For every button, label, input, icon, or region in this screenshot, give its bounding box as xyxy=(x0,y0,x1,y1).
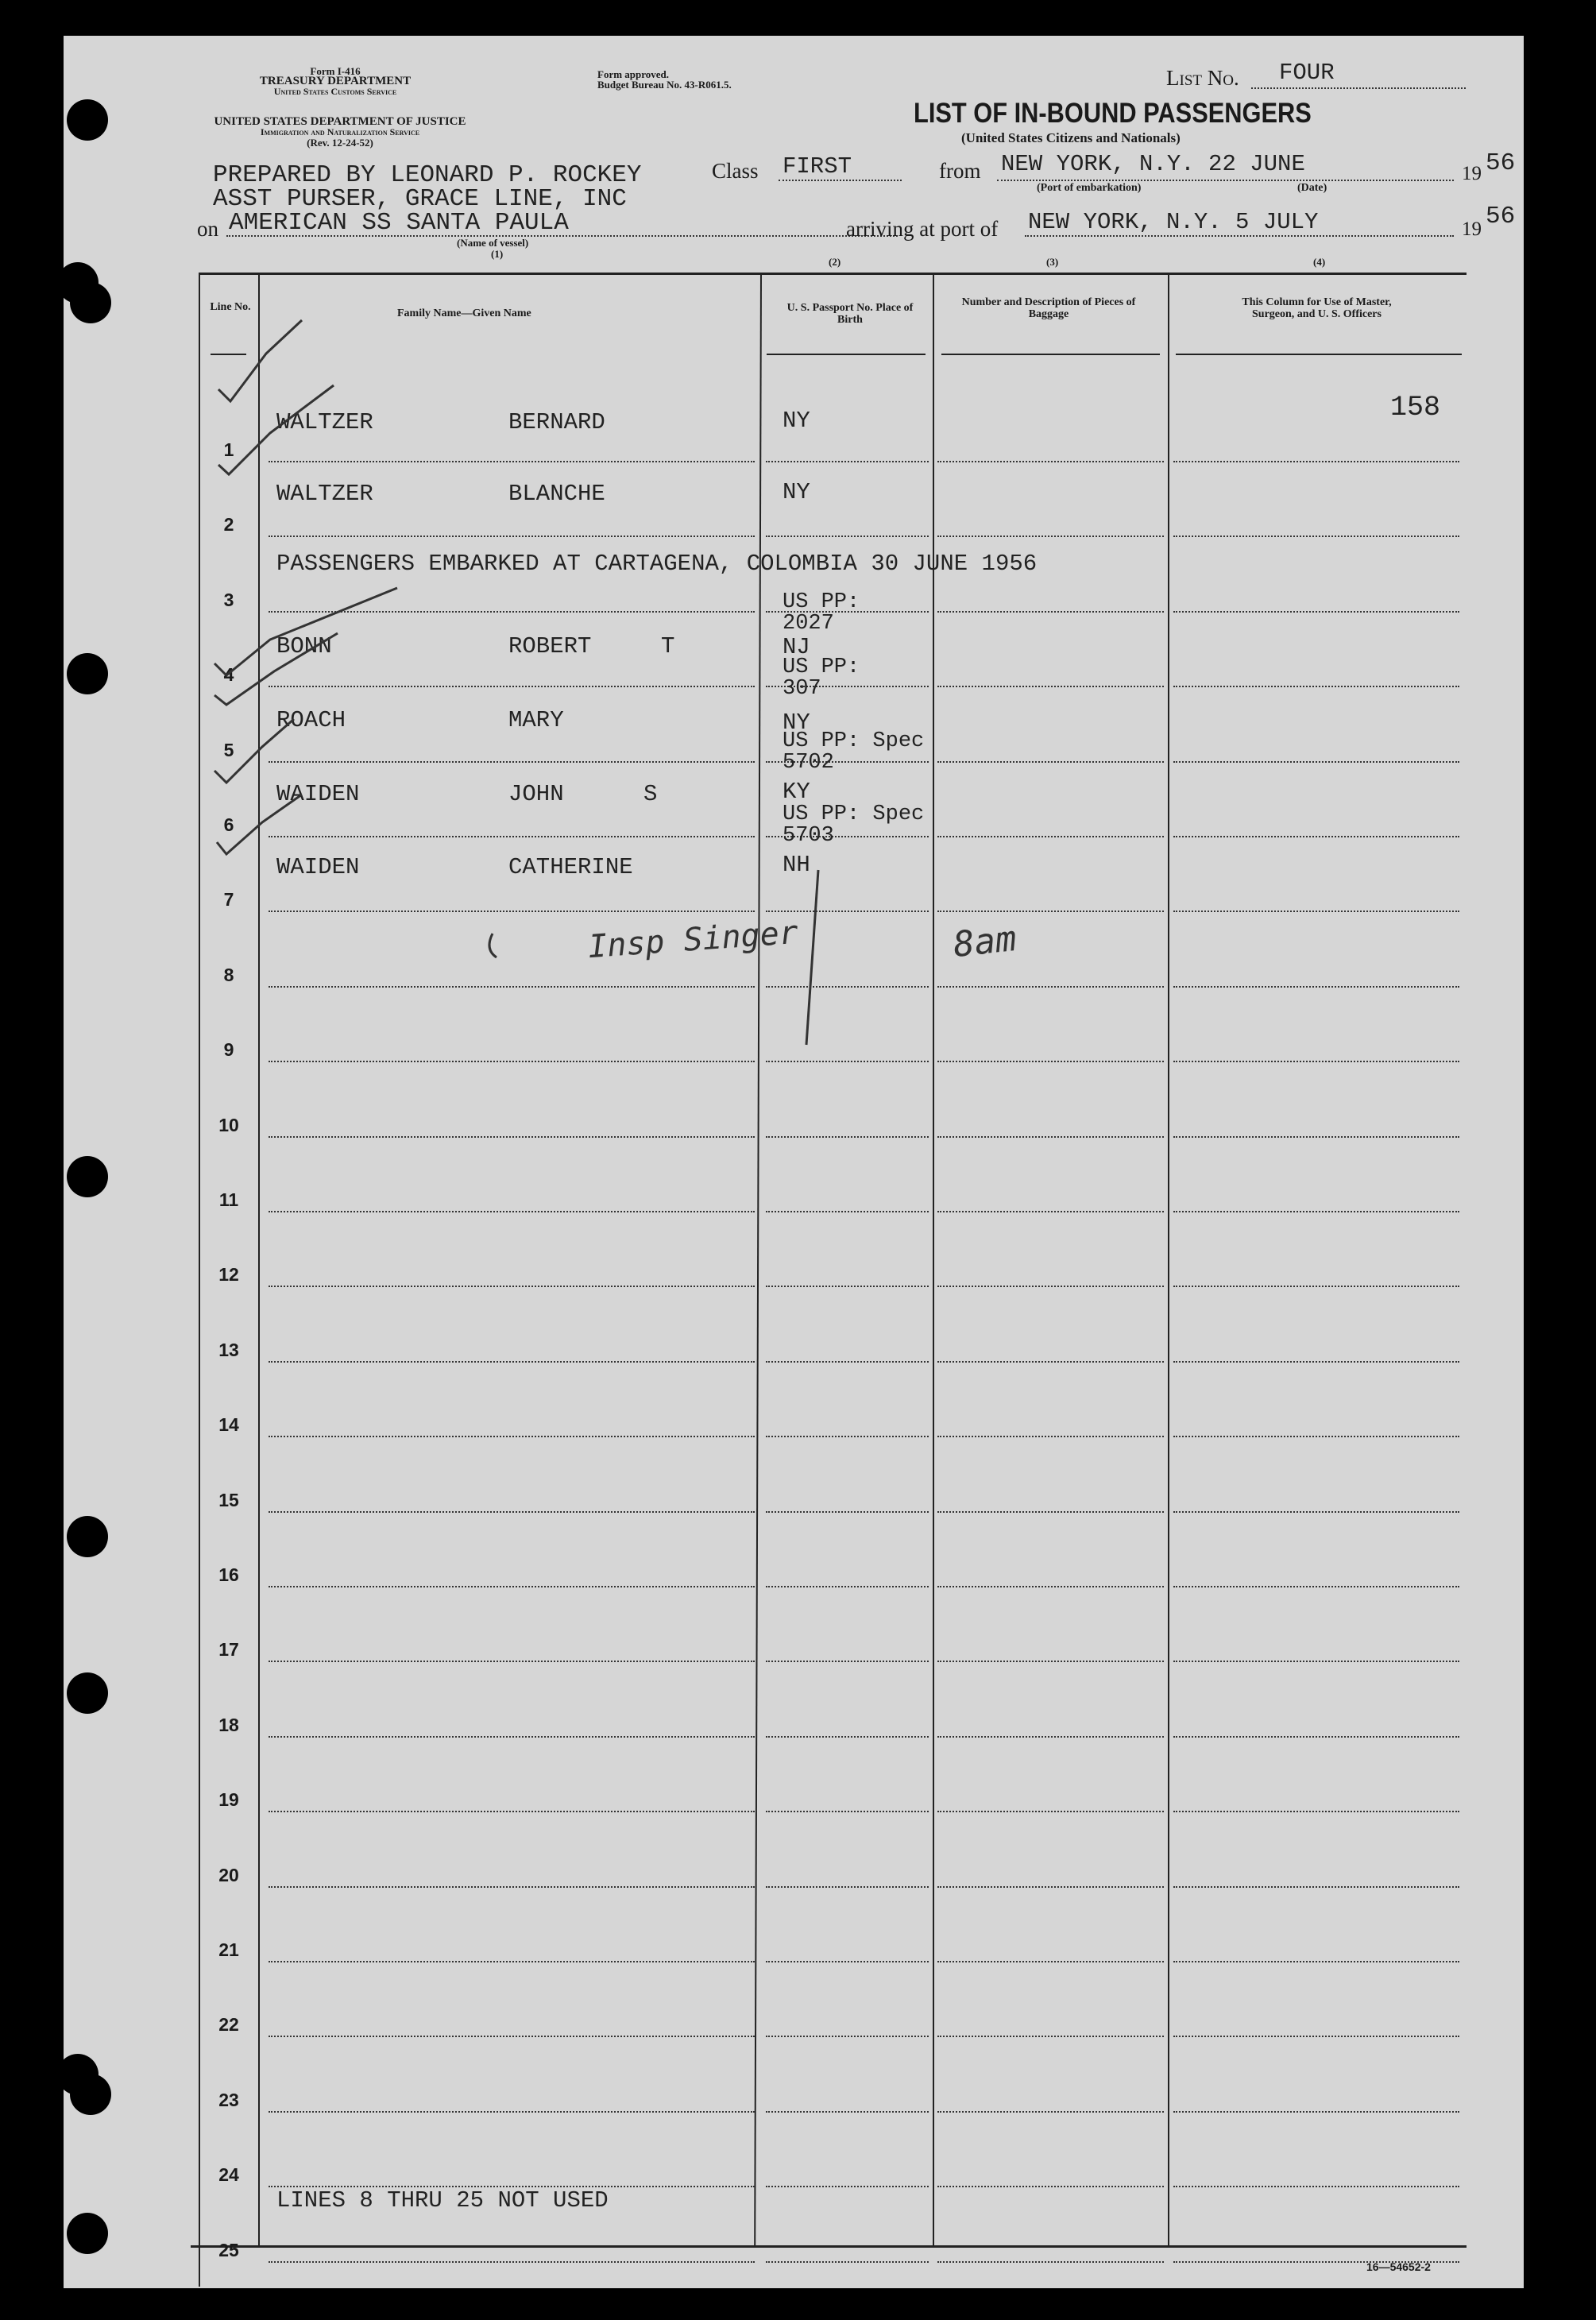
line-number: 2 xyxy=(223,514,234,536)
line-number: 22 xyxy=(218,2014,239,2036)
line25-note: LINES 8 THRU 25 NOT USED xyxy=(276,2187,609,2214)
row-dotted-line xyxy=(269,1961,755,1962)
check-mark xyxy=(214,588,397,675)
given-name-4: ROBERT xyxy=(508,633,592,659)
pob-1: NY xyxy=(783,408,810,434)
row-dotted-line xyxy=(937,1061,1164,1062)
pob-2: NY xyxy=(783,479,810,505)
binder-hole xyxy=(67,99,108,141)
line-number: 5 xyxy=(223,739,234,760)
row-dotted-line xyxy=(937,611,1164,613)
pen-stroke xyxy=(489,934,497,957)
row-dotted-line xyxy=(269,1436,755,1437)
table-left-border xyxy=(199,273,200,2287)
row-dotted-line xyxy=(1173,2186,1459,2187)
row-dotted-line xyxy=(1173,1811,1459,1812)
row-dotted-line xyxy=(1173,1286,1459,1287)
approval-block xyxy=(597,69,732,90)
row-dotted-line xyxy=(937,1511,1164,1513)
row-dotted-line xyxy=(269,1886,755,1888)
row-dotted-line xyxy=(269,686,755,687)
row-dotted-line xyxy=(269,1511,755,1513)
list-no-value: FOUR xyxy=(1279,60,1335,86)
family-name-2: WALTZER xyxy=(276,481,373,507)
check-mark xyxy=(218,320,302,401)
row-dotted-line xyxy=(269,986,755,988)
line-number: 23 xyxy=(218,2089,239,2110)
row-dotted-line xyxy=(1173,611,1459,613)
row-dotted-line xyxy=(1173,1586,1459,1587)
row-dotted-line xyxy=(766,1136,929,1138)
footer-code: 16—54652-2 xyxy=(1366,2260,1431,2273)
row-dotted-line xyxy=(766,1586,929,1587)
binder-hole xyxy=(67,2213,108,2254)
budget-bureau: Budget Bureau No. 43-R061.5. xyxy=(597,79,732,91)
row-dotted-line xyxy=(937,1436,1164,1437)
row-dotted-line xyxy=(766,2186,929,2187)
passport-label-4: US PP: xyxy=(783,590,860,614)
row-dotted-line xyxy=(269,461,755,462)
row-dotted-line xyxy=(766,1811,929,1812)
family-name-7: WAIDEN xyxy=(276,854,360,880)
row-dotted-line xyxy=(269,1811,755,1812)
given-name-1: BERNARD xyxy=(508,409,605,435)
table-top-border xyxy=(199,273,1467,275)
line3-note: PASSENGERS EMBARKED AT CARTAGENA, COLOMBIA 30 JUNE 1956 xyxy=(276,551,1038,577)
col-divider-line xyxy=(258,273,260,2245)
prepared-title: ASST PURSER, GRACE LINE, INC xyxy=(213,185,627,213)
row-dotted-line xyxy=(269,1361,755,1363)
row-dotted-line xyxy=(269,1061,755,1062)
form-subtitle: (United States Citizens and Nationals) xyxy=(961,130,1181,145)
customs-service: United States Customs Service xyxy=(273,86,397,97)
row-dotted-line xyxy=(1173,536,1459,537)
line-number: 13 xyxy=(218,1339,239,1360)
form-title: LIST OF IN-BOUND PASSENGERS xyxy=(914,98,1312,129)
pob-4: NJ xyxy=(783,634,810,660)
row-dotted-line xyxy=(937,1886,1164,1888)
year-1: 56 xyxy=(1486,149,1516,177)
list-no-label: List No. xyxy=(1166,66,1239,90)
year-prefix-2: 19 xyxy=(1462,218,1482,240)
given-name-5: MARY xyxy=(508,707,564,733)
family-name-6: WAIDEN xyxy=(276,781,360,807)
row-dotted-line xyxy=(766,1361,929,1363)
form-approved: Form approved. xyxy=(597,68,670,80)
binder-hole xyxy=(67,1516,108,1557)
row-dotted-line xyxy=(1173,1436,1459,1437)
row-dotted-line xyxy=(766,1511,929,1513)
signature-inspector: Insp Singer xyxy=(586,914,800,966)
row-dotted-line xyxy=(766,1736,929,1738)
passport-7: US PP: Spec 5703 xyxy=(783,802,925,848)
middle-initial-6: S xyxy=(643,781,658,807)
line-number: 9 xyxy=(223,1039,234,1061)
passport-number-4: 2027 xyxy=(783,612,834,636)
row-dotted-line xyxy=(766,1211,929,1212)
binder-hole xyxy=(67,1156,108,1197)
treasury-dept: TREASURY DEPARTMENT xyxy=(259,75,412,87)
row-dotted-line xyxy=(1173,1736,1459,1738)
row-dotted-line xyxy=(1173,986,1459,988)
header-officers: This Column for Use of Master, Surgeon, and U. S. Officers xyxy=(1242,296,1392,320)
line-number: 18 xyxy=(218,1714,239,1735)
row-dotted-line xyxy=(937,1211,1164,1212)
class-value: FIRST xyxy=(783,153,852,180)
col-num-2: (2) xyxy=(829,256,841,268)
from-label: from xyxy=(939,159,981,183)
line-number: 11 xyxy=(218,1189,239,1210)
header-underline xyxy=(767,354,926,355)
row-dotted-line xyxy=(269,836,755,837)
line-number: 1 xyxy=(223,439,234,460)
line-number: 19 xyxy=(218,1789,239,1811)
list-no-line xyxy=(1251,87,1466,89)
col-num-3: (3) xyxy=(1046,256,1059,268)
row-dotted-line xyxy=(937,836,1164,837)
arriving-value: NEW YORK, N.Y. 5 JULY xyxy=(1028,209,1319,235)
row-dotted-line xyxy=(766,2036,929,2037)
row-dotted-line xyxy=(1173,461,1459,462)
row-dotted-line xyxy=(1173,686,1459,687)
row-dotted-line xyxy=(766,1436,929,1437)
family-name-5: ROACH xyxy=(276,707,346,733)
pob-7: NH xyxy=(783,852,810,878)
port-emb-caption: (Port of embarkation) xyxy=(1037,182,1142,194)
header-baggage: Number and Description of Pieces of Baggage xyxy=(961,296,1136,320)
row-dotted-line xyxy=(1173,836,1459,837)
form-number-block xyxy=(240,66,431,97)
from-line xyxy=(997,180,1454,181)
row-dotted-line xyxy=(937,1586,1164,1587)
doj-block xyxy=(197,117,483,148)
line-number: 15 xyxy=(218,1489,239,1510)
row-dotted-line xyxy=(937,2036,1164,2037)
row-dotted-line xyxy=(1173,1961,1459,1962)
line-number: 10 xyxy=(218,1114,239,1135)
on-label: on xyxy=(197,217,218,241)
vessel-caption: (Name of vessel) xyxy=(457,237,529,249)
row-dotted-line xyxy=(766,2261,929,2263)
pob-5: NY xyxy=(783,710,810,736)
vessel-name: AMERICAN SS SANTA PAULA xyxy=(229,209,569,237)
row-dotted-line xyxy=(766,911,929,912)
row-dotted-line xyxy=(937,1286,1164,1287)
header-underline xyxy=(941,354,1160,355)
row-dotted-line xyxy=(1173,1661,1459,1662)
row-dotted-line xyxy=(766,461,929,462)
row-dotted-line xyxy=(269,761,755,763)
row-dotted-line xyxy=(937,911,1164,912)
binder-hole xyxy=(70,2074,111,2115)
row-dotted-line xyxy=(1173,1511,1459,1513)
col-num-4: (4) xyxy=(1313,256,1326,268)
row-dotted-line xyxy=(937,1361,1164,1363)
passport-4 xyxy=(783,592,860,635)
col-num-1: (1) xyxy=(491,248,504,260)
row-dotted-line xyxy=(937,686,1164,687)
row-dotted-line xyxy=(1173,911,1459,912)
line-number: 24 xyxy=(218,2164,239,2186)
row-dotted-line xyxy=(937,1136,1164,1138)
arriving-label: arriving at port of xyxy=(846,217,999,241)
line-number: 4 xyxy=(223,664,234,686)
line-number: 21 xyxy=(218,1939,239,1960)
row-dotted-line xyxy=(766,1286,929,1287)
row-dotted-line xyxy=(766,1061,929,1062)
row-dotted-line xyxy=(1173,2111,1459,2113)
row-dotted-line xyxy=(1173,1886,1459,1888)
line-number: 14 xyxy=(218,1414,239,1436)
header-passport: U. S. Passport No. Place of Birth xyxy=(786,302,914,326)
row-dotted-line xyxy=(937,1811,1164,1812)
row-dotted-line xyxy=(269,1211,755,1212)
row-dotted-line xyxy=(766,986,929,988)
row-dotted-line xyxy=(937,2111,1164,2113)
row-dotted-line xyxy=(937,536,1164,537)
given-name-6: JOHN xyxy=(508,781,564,807)
row-dotted-line xyxy=(1173,761,1459,763)
form-page xyxy=(64,36,1524,2288)
header-name: Family Name—Given Name xyxy=(397,307,531,319)
row-dotted-line xyxy=(937,986,1164,988)
line-number: 8 xyxy=(223,964,234,985)
row-dotted-line xyxy=(766,2111,929,2113)
row-dotted-line xyxy=(937,2186,1164,2187)
row-dotted-line xyxy=(937,1961,1164,1962)
line-number: 12 xyxy=(218,1264,239,1286)
row-dotted-line xyxy=(269,911,755,912)
row-dotted-line xyxy=(269,2261,755,2263)
passport-5: US PP: 307 xyxy=(783,655,860,701)
row-dotted-line xyxy=(269,536,755,537)
row-dotted-line xyxy=(766,1661,929,1662)
row-dotted-line xyxy=(269,1286,755,1287)
binder-hole xyxy=(67,653,108,694)
row-dotted-line xyxy=(766,536,929,537)
year-prefix-1: 19 xyxy=(1462,163,1482,184)
given-name-2: BLANCHE xyxy=(508,481,605,507)
year-2: 56 xyxy=(1486,203,1516,230)
row-dotted-line xyxy=(269,1736,755,1738)
row-dotted-line xyxy=(937,1736,1164,1738)
row-dotted-line xyxy=(1173,2036,1459,2037)
officer-number: 158 xyxy=(1390,392,1441,423)
class-label: Class xyxy=(712,159,759,183)
row-dotted-line xyxy=(1173,1061,1459,1062)
signature-time: 8am xyxy=(951,918,1018,966)
row-dotted-line xyxy=(269,1661,755,1662)
line-number: 20 xyxy=(218,1864,239,1885)
passport-6: US PP: Spec 5702 xyxy=(783,729,925,775)
form-number: Form I-416 xyxy=(310,65,361,77)
col-divider-baggage xyxy=(1168,273,1169,2245)
prepared-by: PREPARED BY LEONARD P. ROCKEY xyxy=(213,161,642,189)
vessel-line xyxy=(226,235,898,237)
line-number: 6 xyxy=(223,814,234,835)
row-dotted-line xyxy=(1173,1361,1459,1363)
row-dotted-line xyxy=(269,2036,755,2037)
binder-hole xyxy=(67,1672,108,1714)
given-name-7: CATHERINE xyxy=(508,854,633,880)
header-underline xyxy=(211,354,246,355)
date-caption: (Date) xyxy=(1297,182,1327,194)
row-dotted-line xyxy=(766,1886,929,1888)
ins-title: Immigration and Naturalization Service xyxy=(260,126,420,137)
arriving-line xyxy=(1025,235,1454,237)
line-number: 7 xyxy=(223,889,234,911)
row-dotted-line xyxy=(1173,1136,1459,1138)
class-line xyxy=(779,180,902,181)
form-revision: (Rev. 12-24-52) xyxy=(307,137,373,149)
from-value: NEW YORK, N.Y. 22 JUNE xyxy=(1001,151,1305,177)
row-dotted-line xyxy=(937,2261,1164,2263)
table-bottom-border xyxy=(191,2245,1467,2248)
row-dotted-line xyxy=(937,761,1164,763)
header-underline xyxy=(1176,354,1462,355)
line-number: 3 xyxy=(223,589,234,610)
line-number: 25 xyxy=(218,2239,239,2260)
middle-initial-4: T xyxy=(661,633,675,659)
header-line-no: Line No. xyxy=(210,301,251,313)
row-dotted-line xyxy=(269,1586,755,1587)
row-dotted-line xyxy=(937,1661,1164,1662)
row-dotted-line xyxy=(269,2111,755,2113)
family-name-4: BONN xyxy=(276,633,332,659)
line-number: 17 xyxy=(218,1639,239,1661)
doj-title: UNITED STATES DEPARTMENT OF JUSTICE xyxy=(214,115,466,128)
line-number: 16 xyxy=(218,1564,239,1585)
row-dotted-line xyxy=(1173,1211,1459,1212)
pob-6: KY xyxy=(783,779,810,805)
pen-stroke xyxy=(806,870,818,1045)
binder-hole xyxy=(70,282,111,323)
row-dotted-line xyxy=(766,1961,929,1962)
row-dotted-line xyxy=(269,1136,755,1138)
row-dotted-line xyxy=(937,461,1164,462)
family-name-1: WALTZER xyxy=(276,409,373,435)
